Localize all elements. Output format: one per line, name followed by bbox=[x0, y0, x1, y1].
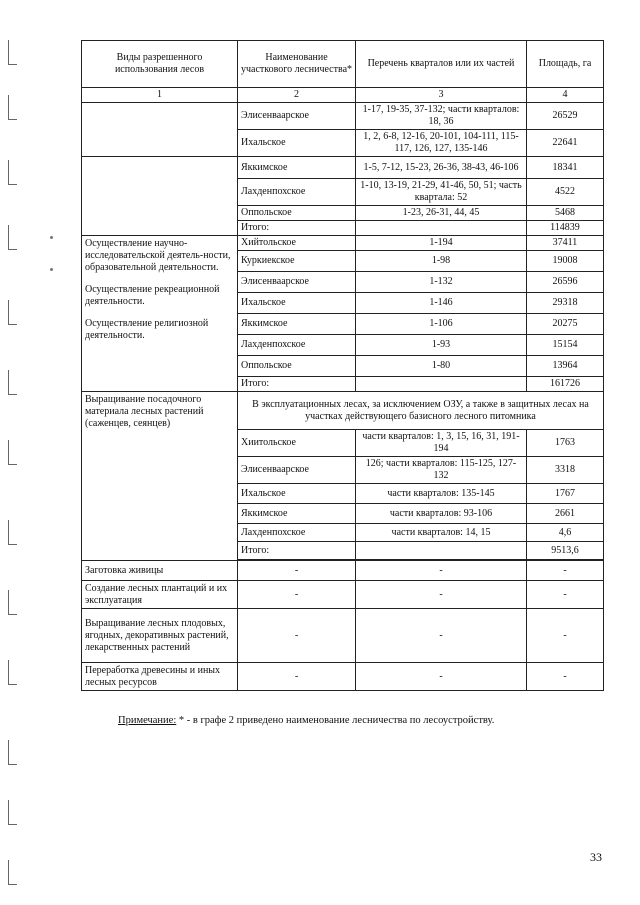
dash-cell: - bbox=[238, 581, 356, 609]
forestry-cell: Оппольское bbox=[238, 356, 356, 377]
use-type-cell: Переработка древесины и иных лесных ресурсов bbox=[82, 663, 238, 691]
forestry-cell: Хиитольское bbox=[238, 430, 356, 457]
scan-speck bbox=[50, 236, 53, 239]
forest-use-table bbox=[81, 40, 604, 691]
area-cell: 3318 bbox=[527, 457, 604, 484]
footnote-label: Примечание: bbox=[118, 715, 177, 726]
use-type-science: Осуществление научно-исследовательской деятель-ности, образовательной деятельности. bbox=[85, 238, 231, 273]
area-cell: 29318 bbox=[527, 293, 604, 314]
binding-mark bbox=[8, 520, 17, 545]
dash-cell: - bbox=[527, 663, 604, 691]
binding-mark bbox=[8, 160, 17, 185]
forestry-cell: Ихальское bbox=[238, 484, 356, 504]
use-type-cell: Создание лесных плантаций и их эксплуатация bbox=[82, 581, 238, 609]
use-type-recreation: Осуществление рекреационной деятельности. bbox=[85, 284, 220, 307]
area-cell: 26596 bbox=[527, 272, 604, 293]
area-cell: 1763 bbox=[527, 430, 604, 457]
quarters-cell bbox=[356, 377, 527, 392]
area-cell: 13964 bbox=[527, 356, 604, 377]
footnote bbox=[118, 715, 588, 726]
area-cell: 1767 bbox=[527, 484, 604, 504]
binding-mark bbox=[8, 40, 17, 65]
merged-description-cell: В эксплуатационных лесах, за исключением ОЗУ, а также в защитных лесах на участках действующего базисного лесного питомника bbox=[238, 392, 604, 430]
binding-mark bbox=[8, 860, 17, 885]
quarters-cell bbox=[356, 221, 527, 236]
quarters-cell: 1-23, 26-31, 44, 45 bbox=[356, 206, 527, 221]
forestry-cell: Ихальское bbox=[238, 130, 356, 157]
dash-cell: - bbox=[238, 561, 356, 581]
table-row bbox=[82, 663, 604, 691]
quarters-cell: 1-132 bbox=[356, 272, 527, 293]
area-cell: 15154 bbox=[527, 335, 604, 356]
footnote-text: * - в графе 2 приведено наименование лесничества по лесоустройству. bbox=[176, 715, 495, 726]
forestry-cell: Оппольское bbox=[238, 206, 356, 221]
quarters-cell: 1, 2, 6-8, 12-16, 20-101, 104-111, 115-117, 126, 127, 135-146 bbox=[356, 130, 527, 157]
table-row bbox=[82, 609, 604, 663]
quarters-cell: 1-98 bbox=[356, 251, 527, 272]
binding-mark bbox=[8, 225, 17, 250]
quarters-cell: 126; части кварталов: 115-125, 127-132 bbox=[356, 457, 527, 484]
scan-speck bbox=[50, 268, 53, 271]
header-col-use-type: Виды разрешенного использования лесов bbox=[82, 41, 238, 88]
table-row bbox=[82, 103, 604, 130]
header-col-forestry: Наименование участкового лесничества* bbox=[238, 41, 356, 88]
forestry-cell: Хийтольское bbox=[238, 236, 356, 251]
col-number: 3 bbox=[356, 88, 527, 103]
quarters-cell: 1-146 bbox=[356, 293, 527, 314]
dash-cell: - bbox=[356, 663, 527, 691]
total-label: Итого: bbox=[238, 377, 356, 392]
area-cell: 37411 bbox=[527, 236, 604, 251]
header-col-area: Площадь, га bbox=[527, 41, 604, 88]
forestry-cell: Куркиекское bbox=[238, 251, 356, 272]
forestry-cell: Элисенваарское bbox=[238, 103, 356, 130]
forestry-cell: Ихальское bbox=[238, 293, 356, 314]
table-header-row bbox=[82, 41, 604, 88]
dash-cell: - bbox=[238, 663, 356, 691]
table-row bbox=[82, 157, 604, 179]
forestry-cell: Лахденпохское bbox=[238, 524, 356, 542]
col-number: 1 bbox=[82, 88, 238, 103]
table-row bbox=[82, 561, 604, 581]
dash-cell: - bbox=[356, 561, 527, 581]
col-number: 2 bbox=[238, 88, 356, 103]
binding-mark bbox=[8, 660, 17, 685]
col-number: 4 bbox=[527, 88, 604, 103]
forestry-cell: Элисенваарское bbox=[238, 457, 356, 484]
quarters-cell: 1-106 bbox=[356, 314, 527, 335]
binding-mark bbox=[8, 95, 17, 120]
quarters-cell: части кварталов: 135-145 bbox=[356, 484, 527, 504]
page-number: 33 bbox=[590, 850, 602, 864]
use-type-cell bbox=[82, 157, 238, 236]
binding-mark bbox=[8, 440, 17, 465]
area-cell: 4,6 bbox=[527, 524, 604, 542]
dash-cell: - bbox=[527, 561, 604, 581]
table-row bbox=[82, 236, 604, 251]
binding-mark bbox=[8, 740, 17, 765]
forestry-cell: Яккимское bbox=[238, 314, 356, 335]
area-cell: 20275 bbox=[527, 314, 604, 335]
area-cell: 2661 bbox=[527, 504, 604, 524]
quarters-cell: части кварталов: 93-106 bbox=[356, 504, 527, 524]
quarters-cell: 1-10, 13-19, 21-29, 41-46, 50, 51; часть квартала: 52 bbox=[356, 179, 527, 206]
forestry-cell: Элисенваарское bbox=[238, 272, 356, 293]
quarters-cell: 1-17, 19-35, 37-132; части кварталов: 18, 36 bbox=[356, 103, 527, 130]
total-label: Итого: bbox=[238, 221, 356, 236]
area-cell: 5468 bbox=[527, 206, 604, 221]
use-type-cell bbox=[82, 236, 238, 392]
quarters-cell: 1-80 bbox=[356, 356, 527, 377]
quarters-cell: 1-93 bbox=[356, 335, 527, 356]
area-cell: 19008 bbox=[527, 251, 604, 272]
header-col-quarters: Перечень кварталов или их частей bbox=[356, 41, 527, 88]
forestry-cell: Яккимское bbox=[238, 504, 356, 524]
area-cell: 4522 bbox=[527, 179, 604, 206]
dash-cell: - bbox=[527, 581, 604, 609]
quarters-cell: 1-194 bbox=[356, 236, 527, 251]
dash-cell: - bbox=[356, 581, 527, 609]
use-type-cell: Заготовка живицы bbox=[82, 561, 238, 581]
dash-cell: - bbox=[238, 609, 356, 663]
table-row bbox=[82, 581, 604, 609]
area-cell: 18341 bbox=[527, 157, 604, 179]
column-numbers-row bbox=[82, 88, 604, 103]
total-area: 161726 bbox=[527, 377, 604, 392]
binding-mark bbox=[8, 370, 17, 395]
table-row bbox=[82, 392, 604, 430]
binding-mark bbox=[8, 800, 17, 825]
total-area: 9513,6 bbox=[527, 542, 604, 560]
area-cell: 26529 bbox=[527, 103, 604, 130]
use-type-cell: Выращивание посадочного материала лесных растений (саженцев, сеянцев) bbox=[82, 392, 238, 561]
dash-cell: - bbox=[356, 609, 527, 663]
total-area: 114839 bbox=[527, 221, 604, 236]
forestry-cell: Лахденпохское bbox=[238, 179, 356, 206]
forestry-cell: Лахденпохское bbox=[238, 335, 356, 356]
area-cell: 22641 bbox=[527, 130, 604, 157]
use-type-cell: Выращивание лесных плодовых, ягодных, декоративных растений, лекарственных растений bbox=[82, 609, 238, 663]
quarters-cell: части кварталов: 14, 15 bbox=[356, 524, 527, 542]
quarters-cell: части кварталов: 1, 3, 15, 16, 31, 191-194 bbox=[356, 430, 527, 457]
use-type-cell bbox=[82, 103, 238, 157]
total-label: Итого: bbox=[238, 542, 356, 560]
binding-mark bbox=[8, 590, 17, 615]
dash-cell: - bbox=[527, 609, 604, 663]
quarters-cell bbox=[356, 542, 527, 560]
quarters-cell: 1-5, 7-12, 15-23, 26-36, 38-43, 46-106 bbox=[356, 157, 527, 179]
binding-mark bbox=[8, 300, 17, 325]
forestry-cell: Яккимское bbox=[238, 157, 356, 179]
use-type-religion: Осуществление религиозной деятельности. bbox=[85, 318, 209, 341]
